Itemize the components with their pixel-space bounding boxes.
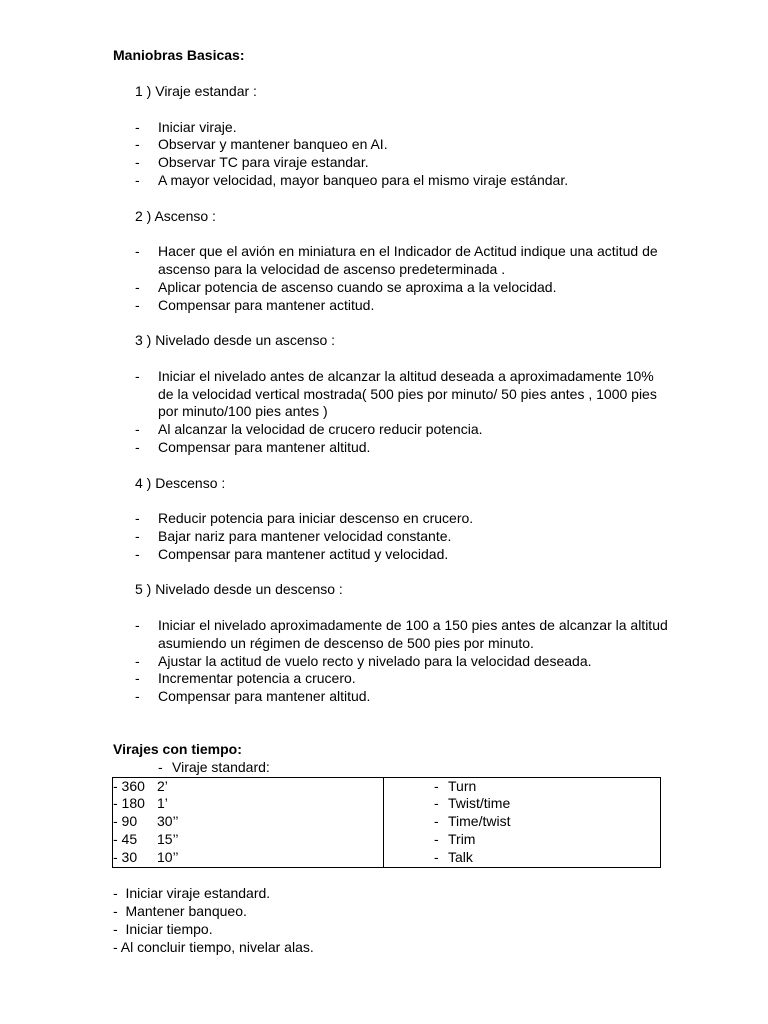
spacer [113, 65, 673, 73]
sections-container [113, 73, 673, 706]
list-item: - Observar y mantener banqueo en AI. [113, 136, 673, 154]
list-item: - Al concluir tiempo, nivelar alas. [113, 938, 314, 955]
bullet-dash: - [434, 777, 439, 794]
list-item: - Ajustar la actitud de vuelo recto y nivelado para la velocidad deseada. [113, 653, 673, 671]
section-items [113, 368, 673, 457]
list-item: - Reducir potencia para iniciar descenso en crucero. [113, 510, 673, 528]
list-item: - Iniciar viraje. [113, 119, 673, 137]
time-cell: 30’’ [157, 813, 179, 830]
spacer [113, 101, 673, 119]
timed-turns-subheading: - Viraje standard: [113, 759, 673, 777]
checklist-cell: Trim [448, 831, 476, 848]
checklist-cell: Talk [448, 848, 473, 865]
timed-turns-heading: Virajes con tiempo: [113, 740, 242, 757]
timed-turn-steps [113, 885, 673, 956]
spacer [113, 706, 673, 741]
table-row [384, 813, 660, 831]
table-row [113, 849, 383, 867]
section-heading: 2 ) Ascenso : [135, 207, 216, 224]
table-row [384, 849, 660, 867]
section-heading: 5 ) Nivelado desde un descenso : [135, 581, 343, 598]
spacer [113, 73, 673, 83]
bullet-dash: - [434, 848, 439, 865]
checklist-cell: Turn [448, 777, 477, 794]
checklist-cell: Time/twist [448, 813, 511, 830]
time-cell: 2’ [157, 777, 168, 794]
list-item: - A mayor velocidad, mayor banqueo para el mismo viraje estándar. [113, 172, 673, 190]
spacer [113, 564, 673, 582]
checklist-cell: Twist/time [448, 795, 511, 812]
list-item: - Compensar para mantener altitud. [113, 688, 673, 706]
list-item: - Compensar para mantener actitud. [113, 297, 673, 315]
time-cell: 1’ [157, 795, 168, 812]
section-items [113, 243, 673, 314]
list-item: - Mantener banqueo. [113, 903, 247, 920]
list-item: - Iniciar tiempo. [113, 921, 213, 938]
list-item: - Iniciar el nivelado aproximadamente de 100 a 150 pies antes de alcanzar la altitud asumiendo un régimen de descenso de 500 pies por minuto. [113, 617, 673, 653]
table-row [384, 831, 660, 849]
time-cell: 15’’ [157, 831, 179, 848]
list-item: - Observar TC para viraje estandar. [113, 154, 673, 172]
degrees-cell: - 180 [113, 795, 145, 812]
degrees-time-column [113, 777, 384, 867]
page-title: Maniobras Basicas: [113, 47, 245, 63]
time-cell: 10’’ [157, 848, 179, 865]
table-row [384, 778, 660, 796]
degrees-cell: - 90 [113, 813, 138, 830]
spacer [113, 314, 673, 332]
bullet-dash: - [434, 831, 439, 848]
degrees-cell: - 45 [113, 831, 138, 848]
list-item: - Al alcanzar la velocidad de crucero reducir potencia. [113, 421, 673, 439]
spacer [113, 492, 673, 510]
table-row [113, 795, 383, 813]
spacer [113, 868, 673, 886]
degrees-cell: - 30 [113, 848, 138, 865]
spacer [113, 350, 673, 368]
list-item: - Iniciar viraje estandard. [113, 885, 271, 902]
list-item: - Compensar para mantener altitud. [113, 439, 673, 457]
table-row [113, 778, 383, 796]
spacer [113, 599, 673, 617]
degrees-cell: - 360 [113, 777, 145, 794]
spacer [113, 457, 673, 475]
spacer [113, 190, 673, 208]
list-item: - Iniciar el nivelado antes de alcanzar la altitud deseada a aproximadamente 10% de la velocidad vertical mostrada( 500 pies por minuto/ 50 pies antes , 1000 pies por minuto/100 pies antes ) [113, 368, 673, 421]
table-row [113, 831, 383, 849]
checklist-column [384, 777, 661, 867]
bullet-dash: - [434, 795, 439, 812]
table-row [113, 813, 383, 831]
section-items [113, 510, 673, 563]
list-item: - Hacer que el avión en miniatura en el Indicador de Actitud indique una actitud de ascenso para la velocidad de ascenso predeterminada . [113, 243, 673, 279]
timed-turns-table [112, 777, 661, 868]
section-heading: 3 ) Nivelado desde un ascenso : [135, 332, 336, 349]
section-heading: 4 ) Descenso : [135, 474, 226, 491]
section-items [113, 617, 673, 706]
spacer [113, 225, 673, 243]
list-item: - Compensar para mantener actitud y velocidad. [113, 546, 673, 564]
list-item: - Bajar nariz para mantener velocidad constante. [113, 528, 673, 546]
list-item: - Aplicar potencia de ascenso cuando se aproxima a la velocidad. [113, 279, 673, 297]
bullet-dash: - [434, 813, 439, 830]
table-row [384, 795, 660, 813]
section-items [113, 119, 673, 190]
list-item: - Incrementar potencia a crucero. [113, 670, 673, 688]
section-heading: 1 ) Viraje estandar : [135, 83, 257, 99]
document-page [113, 47, 673, 957]
